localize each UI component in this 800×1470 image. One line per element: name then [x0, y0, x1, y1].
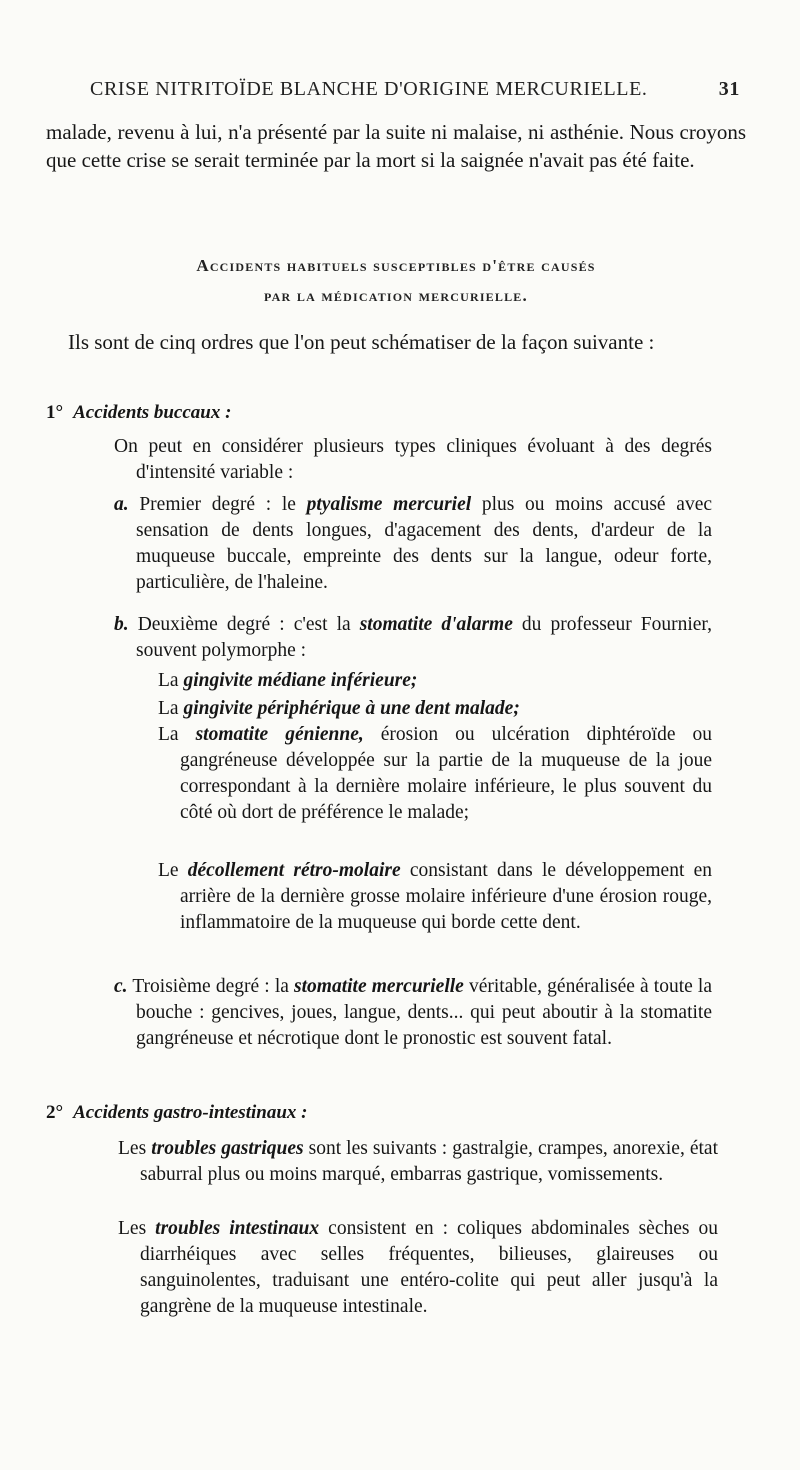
- section-title-line2: par la médication mercurielle.: [264, 286, 528, 305]
- opening-paragraph: malade, revenu à lui, n'a présenté par la suite ni malaise, ni asthénie. Nous croyons que cette crise se serait terminée par la mort si la saignée n'avait pas été faite.: [46, 120, 746, 172]
- heading-number: 2°: [46, 1102, 64, 1123]
- section-title-line1: Accidents habituels susceptibles d'être causés: [196, 256, 596, 275]
- section-intro: Ils sont de cinq ordres que l'on peut schématiser de la façon suivante :: [68, 330, 655, 354]
- list-item: [158, 668, 712, 694]
- list-item-post: érosion ou ulcération diphtéroïde ou gangréneuse développée sur la partie de la muqueuse de la joue correspondant à la dernière molaire inférieure, le plus souvent du côté où dort de préférence le malade;: [180, 724, 712, 823]
- item-a-pre: Premier degré : le: [139, 494, 307, 515]
- intestinal-paragraph: [118, 1216, 718, 1320]
- list-item: [158, 858, 712, 936]
- list-item-pre: La: [158, 698, 184, 719]
- page-number: 31: [718, 78, 740, 100]
- intestinal-term: troubles intestinaux: [155, 1218, 320, 1239]
- item-b-term: stomatite d'alarme: [359, 614, 513, 635]
- intestinal-post: consistent en : coliques abdominales sèches ou diarrhéiques avec selles fréquentes, bilieuses, glaireuses ou sanguinolentes, traduisant une entéro-colite qui peut aller jusqu'à la gangrène de la muqueuse intestinale.: [140, 1218, 719, 1317]
- list-item-pre: La: [158, 670, 184, 691]
- list-item: [158, 722, 712, 826]
- heading-number: 1°: [46, 402, 64, 423]
- list-item-pre: Le: [158, 860, 188, 881]
- list-item-term: décollement rétro-molaire: [187, 860, 401, 881]
- list-item-term: gingivite périphérique à une dent malade;: [183, 698, 520, 719]
- list-item-pre: La: [158, 724, 196, 745]
- intestinal-pre: Les: [118, 1218, 156, 1239]
- gastric-pre: Les: [118, 1138, 152, 1159]
- item-c-label: c.: [114, 976, 128, 997]
- item-b-label: b.: [114, 614, 129, 635]
- item-b: [114, 612, 712, 664]
- item-b-post: du professeur Fournier, souvent polymorphe :: [136, 614, 712, 661]
- list-item: [158, 696, 712, 722]
- heading-accidents-gastro: [46, 1102, 307, 1124]
- item-c: [114, 974, 712, 1052]
- list-item-post: consistant dans le développement en arrière de la dernière grosse molaire inférieure d'une érosion rouge, inflammatoire de la muqueuse qui borde cette dent.: [180, 860, 712, 933]
- list-item-term: gingivite médiane inférieure;: [183, 670, 418, 691]
- item-a-post: plus ou moins accusé avec sensation de dents longues, d'agacement des dents, d'ardeur de la muqueuse buccale, empreinte des dents sur la langue, odeur forte, particulière, de l'haleine.: [136, 494, 712, 593]
- heading-text: Accidents gastro-intestinaux :: [73, 1102, 308, 1123]
- item-a: [114, 492, 712, 596]
- gastric-term: troubles gastriques: [151, 1138, 304, 1159]
- gastric-paragraph: [118, 1136, 718, 1188]
- running-title: CRISE NITRITOÏDE BLANCHE D'ORIGINE MERCURIELLE.: [90, 78, 648, 100]
- gastric-post: sont les suivants : gastralgie, crampes, anorexie, état saburral plus ou moins marqué, embarras gastrique, vomissements.: [140, 1138, 718, 1185]
- item-c-post: véritable, généralisée à toute la bouche : gencives, joues, langue, dents... qui peut aboutir à la stomatite gangréneuse et nécrotique dont le pronostic est souvent fatal.: [136, 976, 713, 1049]
- item-c-pre: Troisième degré : la: [132, 976, 295, 997]
- heading-text: Accidents buccaux :: [73, 402, 232, 423]
- heading-accidents-buccaux: [46, 402, 231, 424]
- sec1-intro: On peut en considérer plusieurs types cliniques évoluant à des degrés d'intensité variable :: [114, 436, 712, 483]
- item-c-term: stomatite mercurielle: [294, 976, 464, 997]
- list-item-term: stomatite génienne,: [195, 724, 364, 745]
- item-b-pre: Deuxième degré : c'est la: [137, 614, 360, 635]
- item-a-term: ptyalisme mercuriel: [306, 494, 472, 515]
- item-a-label: a.: [114, 494, 129, 515]
